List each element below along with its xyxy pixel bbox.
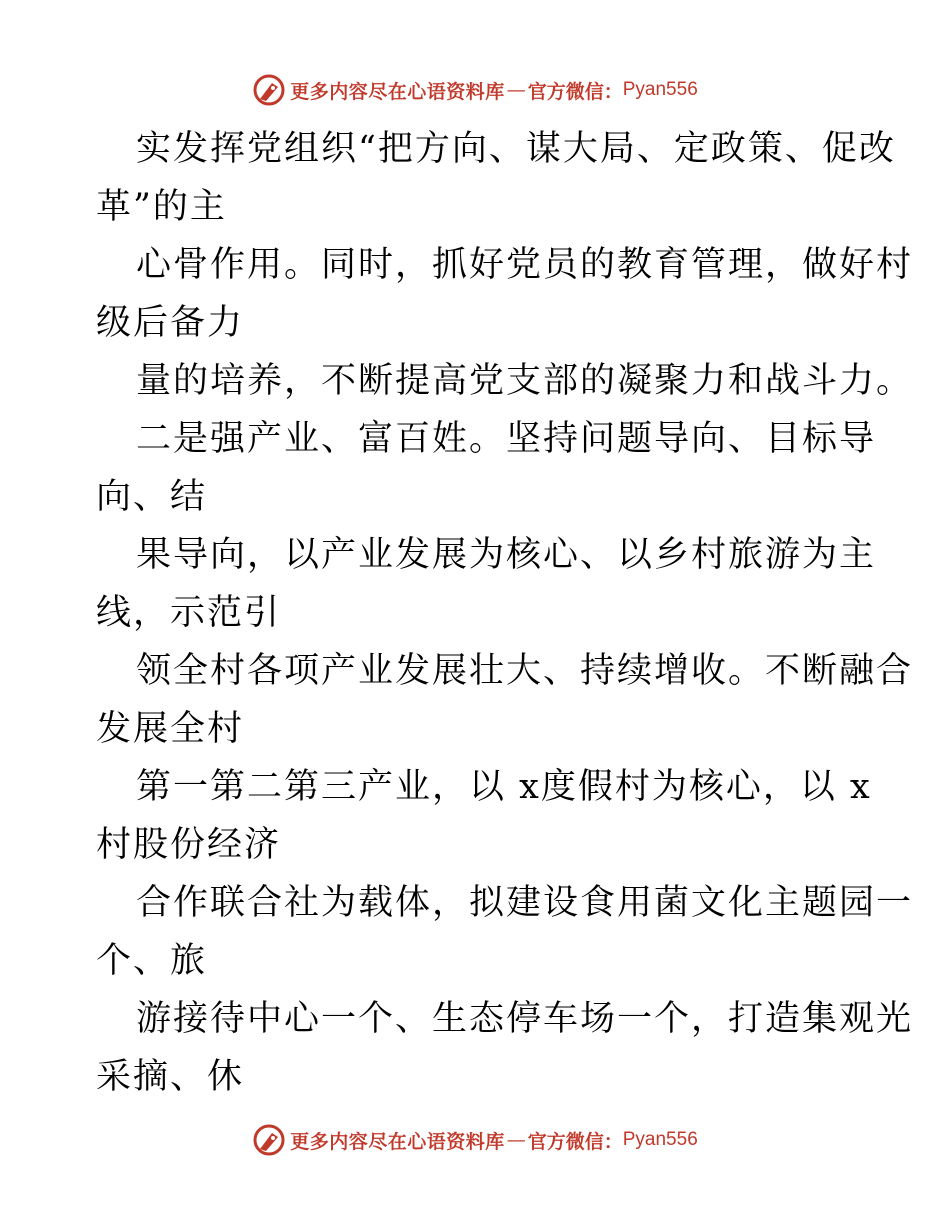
text-line: 合作联合社为载体，拟建设食用菌文化主题园一 — [136, 883, 914, 923]
banner-brand-text: 更多内容尽在心语资料库 — [290, 1130, 505, 1153]
text-line: 向、结 — [96, 477, 208, 517]
text-line: 发展全村 — [96, 709, 245, 749]
banner-wechat-id: Pyan556 — [622, 1129, 698, 1150]
text-line: 采摘、休 — [96, 1057, 245, 1097]
banner-brand-text: 更多内容尽在心语资料库 — [290, 80, 505, 103]
banner-wechat-label: 官方微信： — [527, 1130, 623, 1153]
text-line: 领全村各项产业发展壮大、持续增收。不断融合 — [136, 651, 914, 691]
banner-wechat-label: 官方微信： — [527, 80, 623, 103]
text-line: 果导向，以产业发展为核心、以乡村旅游为主 — [136, 535, 877, 575]
document-body — [96, 120, 914, 1106]
pen-nib-logo-icon — [252, 73, 286, 107]
banner-dash: — — [506, 79, 526, 101]
header-banner — [0, 70, 950, 110]
pen-nib-logo-icon — [252, 1123, 286, 1157]
footer-banner — [0, 1120, 950, 1160]
text-line: 级后备力 — [96, 303, 245, 343]
banner-wechat-id: Pyan556 — [622, 79, 698, 100]
text-line: 线，示范引 — [96, 593, 282, 633]
text-line: 实发挥党组织“把方向、谋大局、定政策、促改 — [136, 129, 896, 169]
text-line: 村股份经济 — [96, 825, 282, 865]
text-line: 量的培养，不断提高党支部的凝聚力和战斗力。 — [136, 361, 914, 401]
text-line: 游接待中心一个、生态停车场一个，打造集观光 — [136, 999, 914, 1039]
text-line: 心骨作用。同时，抓好党员的教育管理，做好村 — [136, 245, 914, 285]
text-line: 二是强产业、富百姓。坚持问题导向、目标导 — [136, 419, 877, 459]
text-line: 个、旅 — [96, 941, 208, 981]
text-line: 第一第二第三产业，以 x度假村为核心，以 x — [136, 767, 872, 807]
text-line: 革”的主 — [96, 187, 227, 227]
banner-dash: — — [506, 1129, 526, 1151]
